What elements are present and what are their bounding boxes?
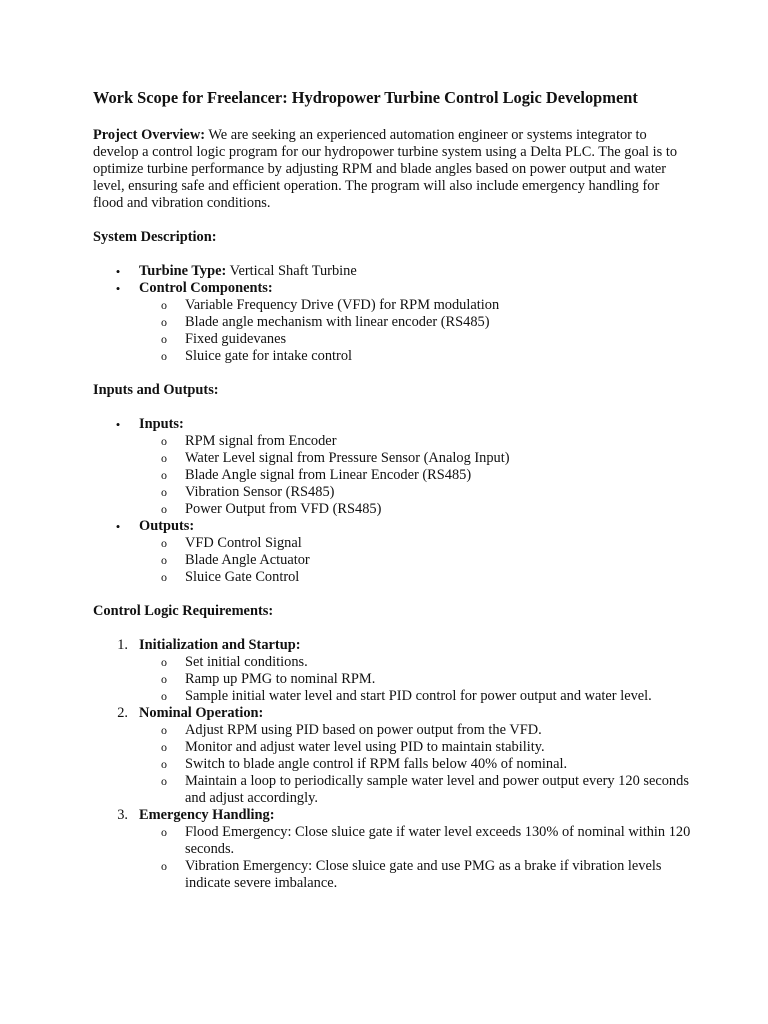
step-items — [139, 824, 693, 892]
list-item-text: Ramp up PMG to nominal RPM. — [185, 671, 376, 687]
list-item-text: Sluice gate for intake control — [185, 348, 353, 364]
turbine-type-label: Turbine Type: — [139, 263, 227, 279]
sub-bullet-marker: o — [161, 502, 167, 516]
list-item — [139, 433, 693, 450]
inputs-label: Inputs: — [139, 416, 184, 432]
list-item — [139, 739, 693, 756]
step-label: Nominal Operation: — [139, 705, 264, 721]
list-item-text: Vibration Sensor (RS485) — [185, 484, 335, 500]
list-item-text: Set initial conditions. — [185, 654, 308, 670]
bullet-marker: • — [115, 281, 121, 296]
step-number: 1. — [117, 637, 128, 653]
list-item — [139, 552, 693, 569]
project-overview — [93, 127, 693, 212]
sub-bullet-marker: o — [161, 740, 167, 754]
control-components-label: Control Components: — [139, 280, 273, 296]
list-item — [139, 314, 693, 331]
list-item — [93, 637, 693, 705]
overview-label: Project Overview: — [93, 127, 205, 143]
list-item — [139, 858, 693, 892]
list-item-text: Maintain a loop to periodically sample water level and power output every 120 seconds and adjust accordingly. — [185, 773, 689, 806]
list-item — [139, 348, 693, 365]
list-item — [139, 756, 693, 773]
sub-bullet-marker: o — [161, 485, 167, 499]
list-item — [139, 501, 693, 518]
list-item — [93, 807, 693, 892]
sub-bullet-marker: o — [161, 451, 167, 465]
sub-bullet-marker: o — [161, 825, 167, 839]
control-logic-heading: Control Logic Requirements: — [93, 603, 274, 619]
list-item-text: Vibration Emergency: Close sluice gate and use PMG as a brake if vibration levels indicate severe imbalance. — [185, 858, 662, 891]
sub-bullet-marker: o — [161, 655, 167, 669]
control-logic-list — [93, 637, 693, 892]
list-item-text: Adjust RPM using PID based on power output from the VFD. — [185, 722, 542, 738]
turbine-type-value: Vertical Shaft Turbine — [226, 263, 357, 279]
bullet-marker: • — [115, 264, 121, 279]
list-item — [93, 280, 693, 365]
list-item-text: Fixed guidevanes — [185, 331, 287, 347]
inputs-outputs-list — [93, 416, 693, 586]
inputs-outputs-heading: Inputs and Outputs: — [93, 382, 219, 398]
sub-bullet-marker: o — [161, 689, 167, 703]
system-description-heading: System Description: — [93, 229, 217, 245]
list-item — [93, 416, 693, 518]
sub-bullet-marker: o — [161, 332, 167, 346]
sub-bullet-marker: o — [161, 757, 167, 771]
sub-bullet-marker: o — [161, 536, 167, 550]
sub-bullet-marker: o — [161, 349, 167, 363]
step-number: 2. — [117, 705, 128, 721]
list-item-text: Blade angle mechanism with linear encoder (RS485) — [185, 314, 490, 330]
list-item-text: Power Output from VFD (RS485) — [185, 501, 382, 517]
step-label: Initialization and Startup: — [139, 637, 301, 653]
sub-bullet-marker: o — [161, 774, 167, 788]
list-item — [93, 518, 693, 586]
system-description-list — [93, 263, 693, 365]
list-item-text: Blade Angle Actuator — [185, 552, 310, 568]
list-item — [139, 569, 693, 586]
document-page — [93, 88, 693, 909]
list-item — [139, 450, 693, 467]
list-item — [139, 297, 693, 314]
sub-bullet-marker: o — [161, 570, 167, 584]
sub-bullet-marker: o — [161, 468, 167, 482]
sub-bullet-marker: o — [161, 859, 167, 873]
outputs-list — [139, 535, 693, 586]
list-item-text: Water Level signal from Pressure Sensor (Analog Input) — [185, 450, 510, 466]
list-item-text: VFD Control Signal — [185, 535, 302, 551]
list-item — [139, 467, 693, 484]
step-items — [139, 722, 693, 807]
list-item — [93, 263, 693, 280]
document-title: Work Scope for Freelancer: Hydropower Turbine Control Logic Development — [93, 88, 638, 107]
list-item-text: Monitor and adjust water level using PID to maintain stability. — [185, 739, 545, 755]
sub-bullet-marker: o — [161, 672, 167, 686]
list-item — [139, 484, 693, 501]
list-item — [139, 722, 693, 739]
list-item — [93, 705, 693, 807]
sub-bullet-marker: o — [161, 315, 167, 329]
control-components-list — [139, 297, 693, 365]
list-item-text: Variable Frequency Drive (VFD) for RPM modulation — [185, 297, 500, 313]
list-item — [139, 688, 693, 705]
inputs-list — [139, 433, 693, 518]
list-item-text: RPM signal from Encoder — [185, 433, 337, 449]
bullet-marker: • — [115, 417, 121, 432]
sub-bullet-marker: o — [161, 434, 167, 448]
bullet-marker: • — [115, 519, 121, 534]
sub-bullet-marker: o — [161, 553, 167, 567]
overview-text: We are seeking an experienced automation engineer or systems integrator to develop a control logic program for our hydropower turbine system using a Delta PLC. The goal is to optimize turbine performance by adjusting RPM and blade angles based on power output and water level, ensuring safe and efficient operation. The program will also include emergency handling for flood and vibration conditions. — [93, 127, 678, 211]
list-item — [139, 773, 693, 807]
list-item-text: Switch to blade angle control if RPM falls below 40% of nominal. — [185, 756, 568, 772]
step-number: 3. — [117, 807, 128, 823]
list-item — [139, 535, 693, 552]
sub-bullet-marker: o — [161, 723, 167, 737]
list-item-text: Sluice Gate Control — [185, 569, 300, 585]
list-item-text: Blade Angle signal from Linear Encoder (RS485) — [185, 467, 472, 483]
list-item — [139, 654, 693, 671]
list-item-text: Flood Emergency: Close sluice gate if water level exceeds 130% of nominal within 120 seconds. — [185, 824, 691, 857]
list-item — [139, 331, 693, 348]
sub-bullet-marker: o — [161, 298, 167, 312]
outputs-label: Outputs: — [139, 518, 195, 534]
step-items — [139, 654, 693, 705]
list-item — [139, 671, 693, 688]
list-item — [139, 824, 693, 858]
step-label: Emergency Handling: — [139, 807, 275, 823]
list-item-text: Sample initial water level and start PID control for power output and water level. — [185, 688, 652, 704]
